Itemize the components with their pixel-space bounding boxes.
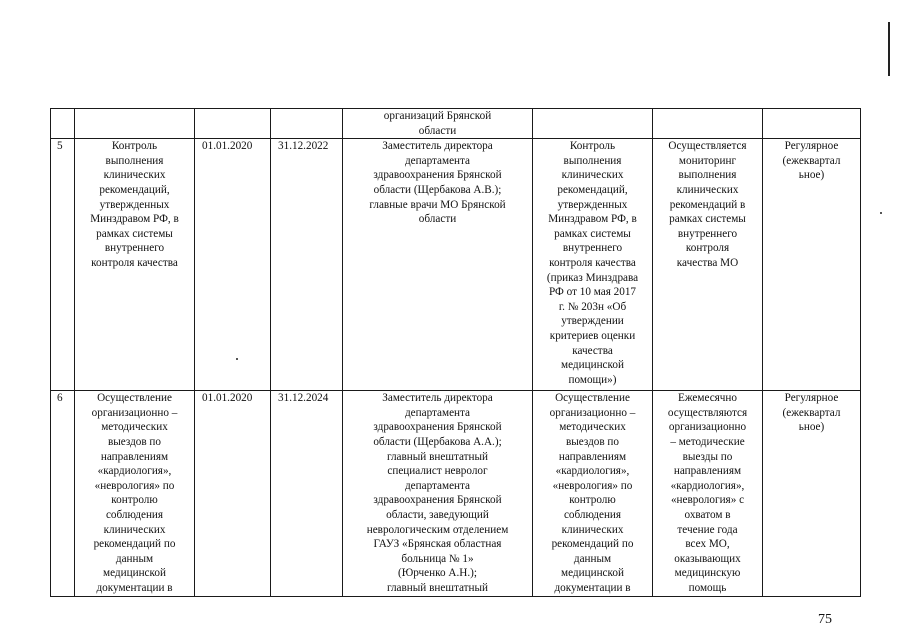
cell-periodicity: Регулярное (ежеквартал ьное) <box>763 391 861 596</box>
cell-start-date <box>195 109 271 139</box>
row-number: 5 <box>51 139 75 391</box>
cell-number <box>51 109 75 139</box>
cell-responsible: Заместитель директора департамента здравоохранения Брянской области (Щербакова А.А.); главный внештатный специалист невролог департамента здравоохранения Брянской области, заведующий неврологическим отделением ГАУЗ «Брянская областная больница № 1» (Юрченко А.Н.); главный внештатный <box>343 391 533 596</box>
cell-characteristic: Осуществление организационно – методических выездов по направлениям «кардиология», «неврология» по контролю соблюдения клинических рекомендаций по данным медицинской документации в <box>533 391 653 596</box>
cell-end-date: 31.12.2022 <box>271 139 343 391</box>
scan-edge-mark <box>888 22 890 76</box>
cell-characteristic: Контроль выполнения клинических рекомендаций, утвержденных Минздравом РФ, в рамках системы внутреннего контроля качества (приказ Минздрава РФ от 10 мая 2017 г. № 203н «Об утверждении критериев оценки качества медицинской помощи») <box>533 139 653 391</box>
page-number: 75 <box>818 612 832 627</box>
measures-table <box>50 108 861 597</box>
cell-name <box>75 109 195 139</box>
cell-periodicity <box>763 109 861 139</box>
cell-responsible: Заместитель директора департамента здравоохранения Брянской области (Щербакова А.В.); главные врачи МО Брянской области <box>343 139 533 391</box>
cell-result: Осуществляется мониторинг выполнения клинических рекомендаций в рамках системы внутреннего контроля качества МО <box>653 139 763 391</box>
table-row-5 <box>51 139 861 391</box>
row-number: 6 <box>51 391 75 596</box>
cell-periodicity: Регулярное (ежеквартал ьное) <box>763 139 861 391</box>
cell-name: Осуществление организационно – методических выездов по направлениям «кардиология», «неврология» по контролю соблюдения клинических рекомендаций по данным медицинской документации в <box>75 391 195 596</box>
cell-end-date: 31.12.2024 <box>271 391 343 596</box>
cell-name: Контроль выполнения клинических рекомендаций, утвержденных Минздравом РФ, в рамках системы внутреннего контроля качества <box>75 139 195 391</box>
table-row-6 <box>51 391 861 596</box>
table-row-continuation <box>51 109 861 139</box>
scan-speck <box>236 358 238 360</box>
cell-start-date: 01.01.2020 <box>195 391 271 596</box>
cell-end-date <box>271 109 343 139</box>
cell-characteristic <box>533 109 653 139</box>
cell-result <box>653 109 763 139</box>
scan-speck <box>880 212 882 214</box>
cell-start-date: 01.01.2020 <box>195 139 271 391</box>
cell-responsible: организаций Брянской области <box>343 109 533 139</box>
cell-result: Ежемесячно осуществляются организационно – методические выезды по направлениям «кардиология», «неврология» с охватом в течение года всех МО, оказывающих медицинскую помощь <box>653 391 763 596</box>
